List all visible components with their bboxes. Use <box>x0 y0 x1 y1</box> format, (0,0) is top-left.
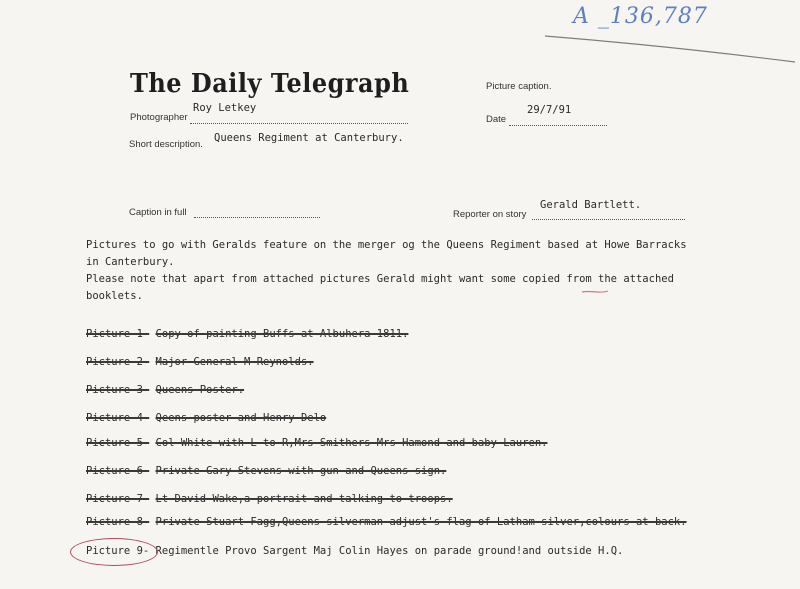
body-line: in Canterbury. <box>86 256 175 268</box>
picture-item-3 <box>86 384 244 396</box>
picture-text: Regimentle Provo Sargent Maj Colin Hayes on parade ground!and outside H.Q. <box>155 545 624 557</box>
picture-label: Picture 4- <box>86 412 150 424</box>
newspaper-logo: The Daily Telegraph <box>130 66 410 99</box>
picture-label: Picture 7- <box>86 493 150 505</box>
picture-item-7 <box>86 493 453 505</box>
reporter-label: Reporter on story <box>453 209 527 220</box>
picture-text: Private Stuart Fagg,Queens silverman adjust's flag of Latham silver,colours at back. <box>155 516 687 528</box>
picture-item-8 <box>86 516 687 528</box>
picture-text: Private Gary Stevens with gun and Queens sign. <box>155 465 447 477</box>
picture-item-4 <box>86 412 326 424</box>
picture-text: Major General M Reynolds. <box>155 356 314 368</box>
picture-text: Col White with L to R,Mrs Smithers Mrs Hamond and baby Lauren. <box>155 437 548 449</box>
picture-text: Copy of painting-Buffs at Albuhera 1811. <box>155 328 409 340</box>
date-value: 29/7/91 <box>527 104 572 116</box>
photographer-line <box>190 122 408 124</box>
picture-label: Picture 5- <box>86 437 150 449</box>
picture-text: Queens Poster. <box>155 384 245 396</box>
picture-item-1 <box>86 328 408 340</box>
picture-item-9 <box>86 545 623 557</box>
photographer-label: Photographer <box>130 112 188 123</box>
picture-label: Picture 9- <box>86 545 150 557</box>
picture-label: Picture 2- <box>86 356 150 368</box>
reporter-value: Gerald Bartlett. <box>540 199 642 211</box>
picture-label: Picture 1- <box>86 328 150 340</box>
picture-item-6 <box>86 465 446 477</box>
short-description-label: Short description. <box>129 139 203 150</box>
short-description-value: Queens Regiment at Canterbury. <box>214 132 404 144</box>
picture-text: Lt David Wake,a portrait and talking to troops. <box>155 493 453 505</box>
picture-caption-label: Picture caption. <box>486 81 552 92</box>
body-line: Pictures to go with Geralds feature on the merger og the Queens Regiment based at Howe Barracks <box>86 239 687 251</box>
red-circle-mark <box>70 538 158 566</box>
reporter-line <box>532 218 685 220</box>
pen-stroke-mark <box>540 28 800 68</box>
photographer-value: Roy Letkey <box>193 102 257 114</box>
body-line: booklets. <box>86 290 143 302</box>
picture-item-2 <box>86 356 314 368</box>
body-line: Please note that apart from attached pictures Gerald might want some copied from the attached <box>86 273 674 285</box>
date-label: Date <box>486 114 507 125</box>
caption-in-full-label: Caption in full <box>129 207 187 218</box>
picture-label: Picture 6- <box>86 465 150 477</box>
date-line <box>509 124 607 126</box>
picture-label: Picture 8- <box>86 516 150 528</box>
picture-item-5 <box>86 437 547 449</box>
caption-in-full-line <box>194 216 320 218</box>
archive-reference: A _136,787 <box>573 4 708 29</box>
picture-label: Picture 3- <box>86 384 150 396</box>
red-pen-mark <box>580 288 610 296</box>
picture-text: Qeens poster and Henry Delo <box>155 412 327 424</box>
